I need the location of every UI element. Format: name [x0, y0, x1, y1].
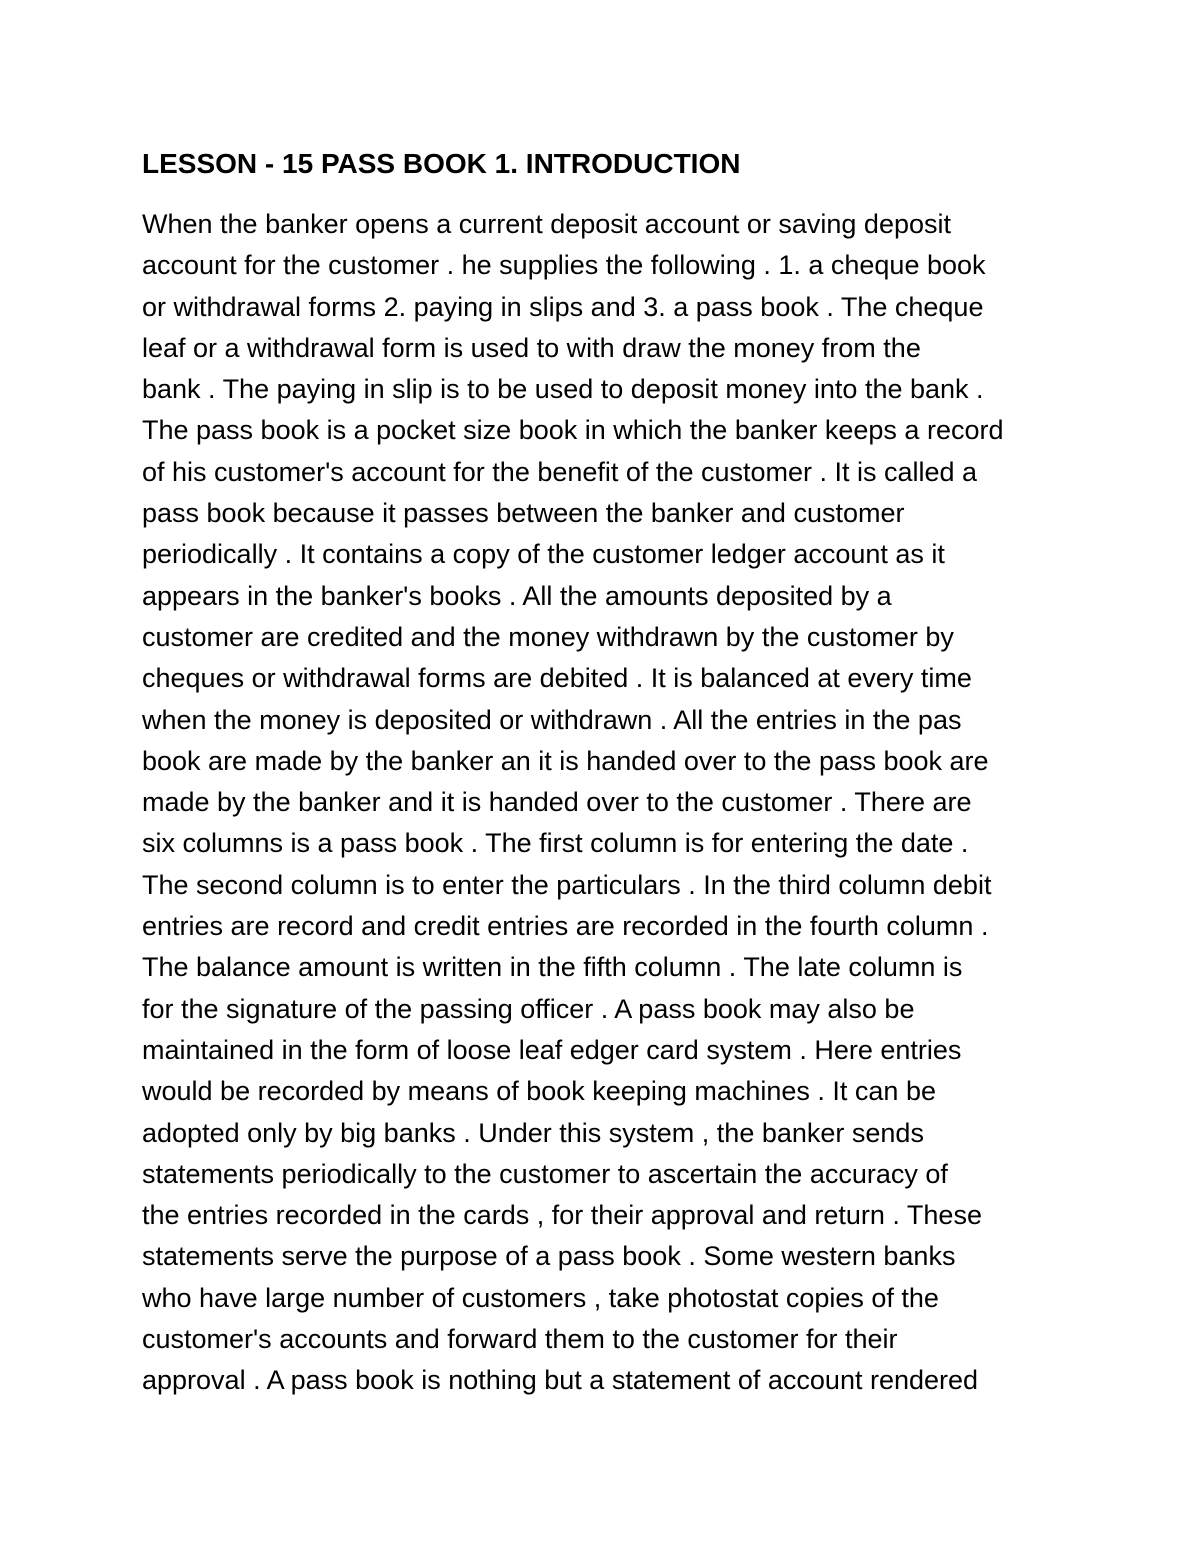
- paragraph-line: The second column is to enter the particulars . In the third column debit: [142, 869, 992, 900]
- lesson-heading: LESSON - 15 PASS BOOK 1. INTRODUCTION: [142, 148, 741, 179]
- paragraph-line: six columns is a pass book . The first column is for entering the date .: [142, 828, 969, 859]
- paragraph-line: The pass book is a pocket size book in which the banker keeps a record: [142, 415, 1004, 446]
- paragraph-line: customer's accounts and forward them to the customer for their: [142, 1324, 898, 1355]
- paragraph-line: made by the banker and it is handed over to the customer . There are: [142, 787, 972, 818]
- paragraph-line: approval . A pass book is nothing but a statement of account rendered: [142, 1365, 979, 1396]
- paragraph-line: statements serve the purpose of a pass book . Some western banks: [142, 1241, 956, 1272]
- body-paragraph: [142, 204, 1102, 1402]
- paragraph-line: account for the customer . he supplies the following . 1. a cheque book: [142, 250, 986, 281]
- paragraph-line: leaf or a withdrawal form is used to with draw the money from the: [142, 332, 921, 363]
- paragraph-line: bank . The paying in slip is to be used to deposit money into the bank .: [142, 374, 984, 405]
- paragraph-line: periodically . It contains a copy of the customer ledger account as it: [142, 539, 945, 570]
- paragraph-line: the entries recorded in the cards , for their approval and return . These: [142, 1200, 982, 1231]
- paragraph-line: entries are record and credit entries are recorded in the fourth column .: [142, 911, 989, 942]
- paragraph-line: book are made by the banker an it is handed over to the pass book are: [142, 745, 989, 776]
- paragraph-line: appears in the banker's books . All the amounts deposited by a: [142, 580, 892, 611]
- paragraph-line: When the banker opens a current deposit account or saving deposit: [142, 209, 951, 239]
- paragraph-line: cheques or withdrawal forms are debited . It is balanced at every time: [142, 663, 972, 694]
- paragraph-line: adopted only by big banks . Under this system , the banker sends: [142, 1117, 924, 1148]
- paragraph-line: when the money is deposited or withdrawn . All the entries in the pas: [142, 704, 962, 735]
- paragraph-line: The balance amount is written in the fifth column . The late column is: [142, 952, 963, 983]
- paragraph-line: would be recorded by means of book keeping machines . It can be: [142, 1076, 936, 1107]
- paragraph-line: maintained in the form of loose leaf edger card system . Here entries: [142, 1034, 962, 1065]
- paragraph-line: customer are credited and the money withdrawn by the customer by: [142, 621, 954, 652]
- paragraph-line: pass book because it passes between the banker and customer: [142, 498, 905, 529]
- paragraph-line: for the signature of the passing officer . A pass book may also be: [142, 993, 915, 1024]
- paragraph-line: who have large number of customers , take photostat copies of the: [142, 1282, 939, 1313]
- paragraph-line: of his customer's account for the benefit of the customer . It is called a: [142, 456, 978, 487]
- paragraph-line: or withdrawal forms 2. paying in slips and 3. a pass book . The cheque: [142, 291, 984, 322]
- paragraph-line: statements periodically to the customer to ascertain the accuracy of: [142, 1158, 948, 1189]
